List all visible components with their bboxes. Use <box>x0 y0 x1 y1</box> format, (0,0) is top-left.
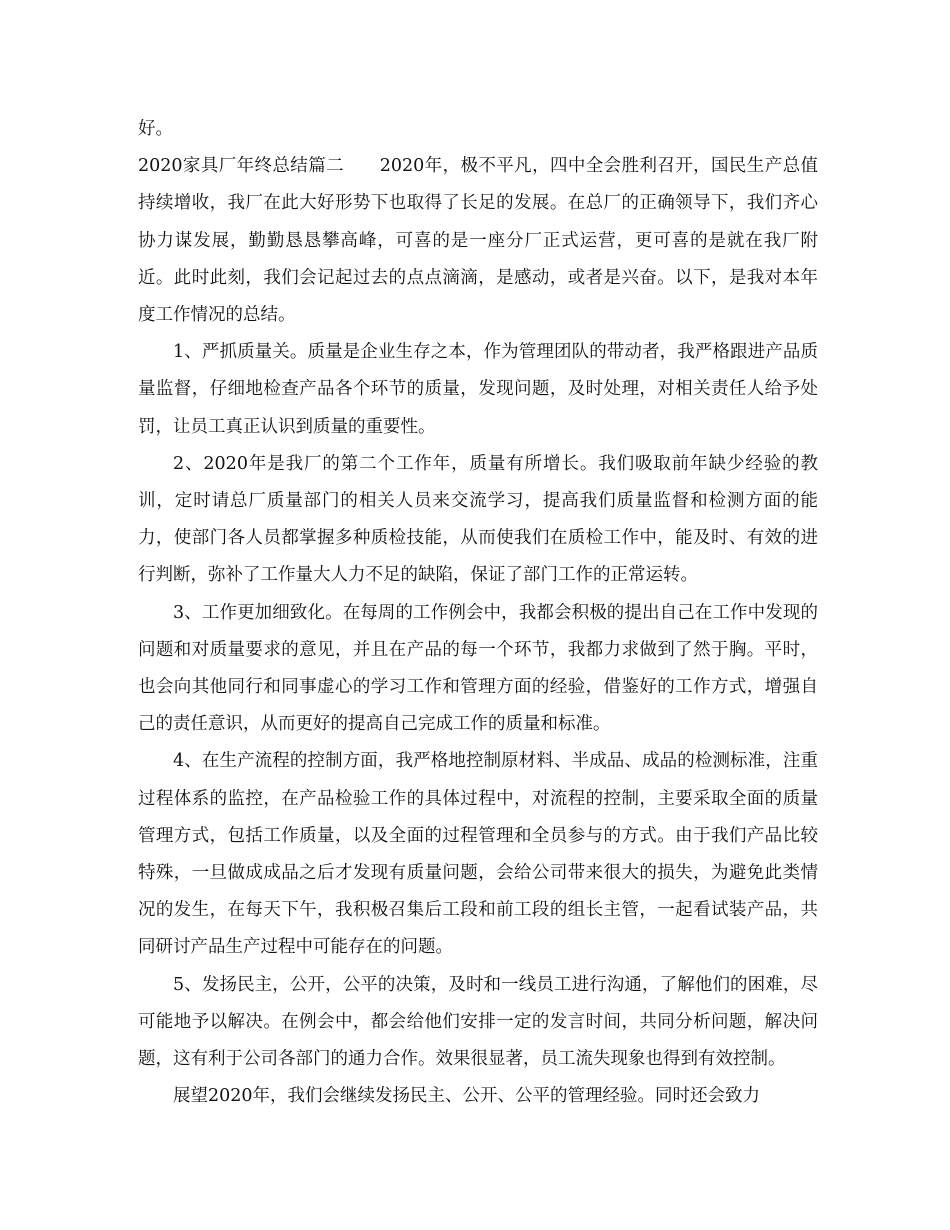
paragraph-item-2: 2、2020年是我厂的第二个工作年，质量有所增长。我们吸取前年缺少经验的教训，定时请总厂质量部门的相关人员来交流学习，提高我们质量监督和检测方面的能力，使部门各人员都掌握多种质检技能，从而使我们在质检工作中，能及时、有效的进行判断，弥补了工作量大人力不足的缺陷，保证了部门工作的正常运转。 <box>138 453 818 586</box>
paragraph-section-heading-intro: 2020家具厂年终总结篇二 2020年，极不平凡，四中全会胜利召开，国民生产总值持续增收，我厂在此大好形势下也取得了长足的发展。在总厂的正确领导下，我们齐心协力谋发展，勤勤恳恳攀高峰，可喜的是一座分厂正式运营，更可喜的是就在我厂附近。此时此刻，我们会记起过去的点点滴滴，是感动，或者是兴奋。以下，是我对本年度工作情况的总结。 <box>138 156 818 326</box>
paragraph-outlook: 展望2020年，我们会继续发扬民主、公开、公平的管理经验。同时还会致力 <box>173 1086 761 1107</box>
paragraph-item-5: 5、发扬民主，公开，公平的决策，及时和一线员工进行沟通，了解他们的困难，尽可能地予以解决。在例会中，都会给他们安排一定的发言时间，共同分析问题，解决问题，这有利于公司各部门的通力合作。效果很显著，员工流失现象也得到有效控制。 <box>138 974 818 1070</box>
paragraph-continuation: 好。 <box>138 119 173 139</box>
paragraph-item-3: 3、工作更加细致化。在每周的工作例会中，我都会积极的提出自己在工作中发现的问题和对质量要求的意见，并且在产品的每一个环节，我都力求做到了然于胸。平时，也会向其他同行和同事虚心的学习工作和管理方面的经验，借鉴好的工作方式，增强自己的责任意识，从而更好的提高自己完成工作的质量和标准。 <box>138 602 818 735</box>
paragraph-item-4: 4、在生产流程的控制方面，我严格地控制原材料、半成品、成品的检测标准，注重过程体系的监控，在产品检验工作的具体过程中，对流程的控制，主要采取全面的质量管理方式，包括工作质量，以及全面的过程管理和全员参与的方式。由于我们产品比较特殊，一旦做成成品之后才发现有质量问题，会给公司带来很大的损失，为避免此类情况的发生，在每天下午，我积极召集后工段和前工段的组长主管，一起看试装产品，共同研讨产品生产过程中可能存在的问题。 <box>138 751 818 958</box>
document-body <box>138 111 818 1115</box>
paragraph-item-1: 1、严抓质量关。质量是企业生存之本，作为管理团队的带动者，我严格跟进产品质量监督，仔细地检查产品各个环节的质量，发现问题，及时处理，对相关责任人给予处罚，让员工真正认识到质量的重要性。 <box>138 342 818 437</box>
